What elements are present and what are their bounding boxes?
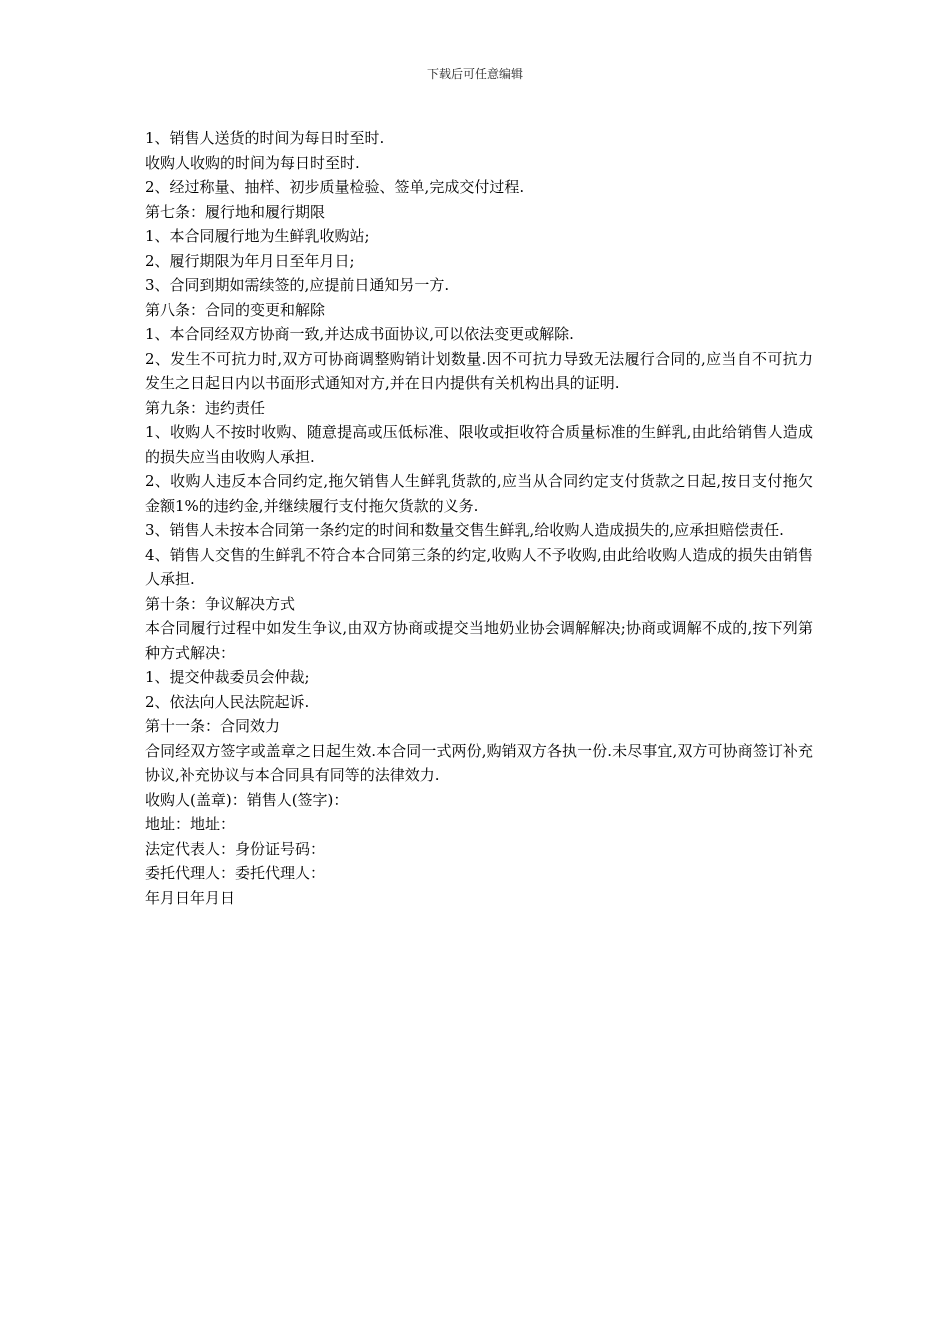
- paragraph: 2、收购人违反本合同约定,拖欠销售人生鲜乳货款的,应当从合同约定支付货款之日起,按日支付拖欠金额1%的违约金,并继续履行支付拖欠货款的义务.: [145, 472, 813, 515]
- signature-line: 收购人(盖章)：销售人(签字)：: [145, 790, 349, 809]
- paragraph: 1、提交仲裁委员会仲裁;: [145, 668, 310, 686]
- page-header-note: 下载后可任意编辑: [426, 67, 523, 81]
- paragraph: 2、经过称量、抽样、初步质量检验、签单,完成交付过程.: [145, 178, 525, 196]
- section-heading: 第九条：违约责任: [145, 398, 266, 417]
- section-heading: 第七条：履行地和履行期限: [145, 202, 326, 221]
- paragraph: 4、销售人交售的生鲜乳不符合本合同第三条的约定,收购人不予收购,由此给收购人造成的损失由销售人承担.: [145, 545, 813, 588]
- paragraph: 1、本合同经双方协商一致,并达成书面协议,可以依法变更或解除.: [145, 325, 574, 343]
- section-heading: 第十条：争议解决方式: [145, 594, 296, 613]
- document-body: [145, 126, 813, 910]
- paragraph: 1、本合同履行地为生鲜乳收购站;: [145, 227, 370, 245]
- section-heading: 第八条：合同的变更和解除: [145, 300, 326, 319]
- signature-line: 年月日年月日: [145, 888, 236, 907]
- section-heading: 第十一条：合同效力: [145, 717, 281, 735]
- paragraph: 2、发生不可抗力时,双方可协商调整购销计划数量.因不可抗力导致无法履行合同的,应当自不可抗力发生之日起日内以书面形式通知对方,并在日内提供有关机构出具的证明.: [145, 349, 813, 392]
- signature-line: 法定代表人：身份证号码：: [145, 839, 326, 858]
- paragraph: 1、收购人不按时收购、随意提高或压低标准、限收或拒收符合质量标准的生鲜乳,由此给销售人造成的损失应当由收购人承担.: [145, 423, 813, 466]
- signature-line: 委托代理人：委托代理人：: [145, 864, 326, 882]
- paragraph: 3、合同到期如需续签的,应提前日通知另一方.: [145, 276, 450, 294]
- paragraph: 本合同履行过程中如发生争议,由双方协商或提交当地奶业协会调解解决;协商或调解不成的,按下列第种方式解决：: [145, 619, 813, 662]
- paragraph: 2、依法向人民法院起诉.: [145, 692, 310, 711]
- paragraph: 1、销售人送货的时间为每日时至时.: [145, 129, 385, 147]
- paragraph: 收购人收购的时间为每日时至时.: [145, 153, 360, 172]
- paragraph: 3、销售人未按本合同第一条约定的时间和数量交售生鲜乳,给收购人造成损失的,应承担赔偿责任.: [145, 521, 784, 539]
- paragraph: 合同经双方签字或盖章之日起生效.本合同一式两份,购销双方各执一份.未尽事宜,双方可协商签订补充协议,补充协议与本合同具有同等的法律效力.: [145, 741, 813, 784]
- signature-line: 地址：地址：: [145, 815, 236, 833]
- paragraph: 2、履行期限为年月日至年月日;: [145, 251, 355, 270]
